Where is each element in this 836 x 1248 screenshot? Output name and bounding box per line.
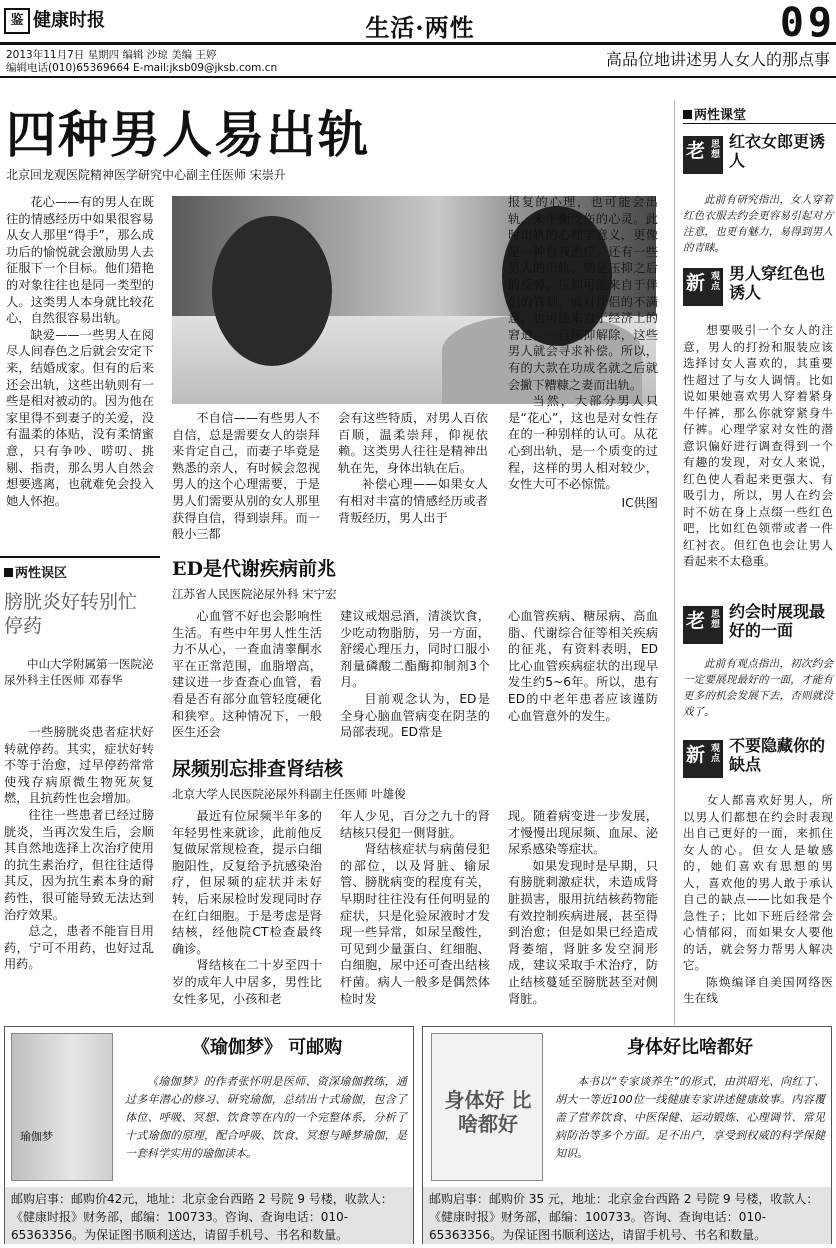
paragraph: 会有这些特质，对男人百依百顺，温柔崇拜，仰视依赖。这类男人往往是精神出轨在先，身体出轨在后。 xyxy=(338,411,488,475)
paragraph: 最近有位尿频半年多的年轻男性来就诊，此前他反复做尿常规检查，提示白细胞阳性，反复给予抗感染治疗，但尿频的症状并未好转，后来尿检时发现同时存在红白细胞。于是考虑是肾结核，经他院CT检查最终确诊。 xyxy=(172,809,322,956)
sidebar-item1-text: 此前有研究指出，女人穿着红色衣服去约会更容易引起对方注意，也更有魅力，易得到男人的青睐。 xyxy=(683,194,833,254)
misconception-byline: 中山大学附属第一医院泌尿外科主任医师 邓春华 xyxy=(4,657,154,687)
ed-story-title: ED是代谢疾病前兆 xyxy=(172,558,336,580)
book1-title: 《瑜伽梦》 可邮购 xyxy=(191,1037,343,1058)
paragraph: 补偿心理——如果女人有相对丰富的情感经历或者背叛经历，男人出于 xyxy=(338,477,488,525)
photo-credit: IC供图 xyxy=(621,495,658,510)
main-story-col4 xyxy=(508,194,658,511)
paragraph: 年人少见，百分之九十的肾结核只侵犯一侧肾脏。 xyxy=(340,809,490,840)
issue-date-editors: 2013年11月7日 星期四 编辑 沙琼 美编 王婷 xyxy=(6,49,217,61)
paragraph: 缺爱——一些男人在阅尽人间春色之后就会安定下来，结婚成家。但有的后来还会出轨，这些出轨则有一些是相对被动的。因为他在家里得不到妻子的关爱，没有温柔的体贴，没有柔情蜜意，只有争吵、唠叨、挑剔、指责，那么男人自然会想要逃离，也就难免会投入她人怀抱。 xyxy=(6,327,154,508)
square-bullet-icon xyxy=(683,110,692,119)
main-headline: 四种男人易出轨 xyxy=(6,105,370,164)
ed-story-col1 xyxy=(172,608,322,741)
editor-contact: 编辑电话(010)65369664 E-mail:jksb09@jksb.com.cn xyxy=(6,62,278,74)
misconception-kicker xyxy=(4,562,160,581)
misconception-title: 膀胱炎好转别忙停药 xyxy=(4,591,138,637)
sidebar-item4-text: 女人都喜欢好男人，所以男人们都想在约会时表现出自己更好的一面，来抓住女人的心。但女人是敏感的，她们喜欢有思想的男人，喜欢他的男人敢于承认自己的缺点——比如我是个急性子；比如下班后经常会心情郁闷，而如果女人要他的话，就会努力帮男人解决它。 陈焕编译自美国网络医生在线 xyxy=(683,793,833,1005)
urine-story-title: 尿频别忘排查肾结核 xyxy=(172,758,344,780)
logo-text: 健康时报 xyxy=(33,10,105,31)
logo-seal-icon: 鉴 xyxy=(4,8,30,34)
paragraph: 不自信——有些男人不自信，总是需要女人的崇拜来肯定自己，而妻子毕竟是熟悉的亲人，有时候会忽视男人的这个心理需要，于是男人们需要从别的女人那里获得自信，得到崇拜。而一般小三都 xyxy=(172,411,320,542)
sidebar-item4-title: 不要隐藏你的缺点 xyxy=(729,736,826,774)
main-story-col2 xyxy=(172,410,320,543)
square-bullet-icon xyxy=(4,568,13,577)
newspaper-logo xyxy=(4,6,154,36)
sidebar-item1-title: 红衣女郎更诱人 xyxy=(729,132,826,170)
sidebar-item3-title: 约会时展现最好的一面 xyxy=(729,602,826,640)
masthead xyxy=(0,0,836,45)
paragraph: 心血管疾病、糖尿病、高血脂、代谢综合征等相关疾病的征兆，有资料表明，ED比心血管疾病症状的出现早发生约5~6年。所以，患有ED的中老年患者应该谨防心血管意外的发生。 xyxy=(508,609,658,723)
book2-order-info: 邮购启事：邮购价 35 元，地址：北京金台西路 2 号院 9 号楼，收款人：《健康时报》财务部，邮编：100733。咨询、查询电话：010-65363356。为保证图书顺利送达，请留手机号、书名和数量。 xyxy=(423,1187,831,1244)
main-byline: 北京回龙观医院精神医学研究中心副主任医师 宋崇升 xyxy=(6,168,286,182)
section-title: 生活·两性 xyxy=(365,13,475,42)
old-view-tag: 老 思想 xyxy=(683,606,723,644)
paragraph: 往往一些患者已经过膀胱炎，当再次发生后，会顺其自然地选择上次治疗使用的抗生素治疗，但往往适得其反，因为抗生素本身的耐药性，很可能导致无法达到治疗效果。 xyxy=(4,807,154,922)
kicker-label: 两性误区 xyxy=(15,566,68,581)
book1-order-info: 邮购启事：邮购价42元，地址：北京金台西路 2 号院 9 号楼，收款人：《健康时报》财务部，邮编：100733。咨询、查询电话：010-65363356。为保证图书顺利送达，请留手机号、书名和数量。 xyxy=(5,1187,413,1244)
new-view-tag: 新 观点 xyxy=(683,268,723,306)
paragraph: 建议戒烟忌酒，清淡饮食，少吃动物脂肪，另一方面，舒缓心理压力，同时口服小剂量磷酸二酯酶抑制剂3个月。 xyxy=(340,609,490,690)
paragraph: 报复的心理，也可能会出轨，来平衡受伤的心灵。此时出轨的心理学意义，更像是一种自我治疗。还有一些男人的出轨，则是压抑之后的反弹。压抑可能来自于伴侣的管制，或对伴侣的不满意，也可能来自于经济上的窘迫。一旦压抑解除，这些男人就会寻求补偿。所以，有的大款在功成名就之后就会撇下糟糠之妻而出轨。 xyxy=(508,195,658,392)
paragraph: 现。随着病变进一步发展，才慢慢出现尿频、血尿、泌尿系感染等症状。 xyxy=(508,809,658,857)
paragraph: 总之，患者不能盲目用药，宁可不用药，也好过乱用药。 xyxy=(4,924,154,972)
paragraph: 心血管不好也会影响性生活。有些中年男人性生活力不从心，一查血清睾酮水平在正常范围，血脂增高，建议进一步查查心血管，看看是否有部分血管轻度硬化和狭窄。这种情况下，一般医生还会 xyxy=(172,609,322,740)
kicker-label: 两性课堂 xyxy=(694,108,747,123)
info-bar xyxy=(0,48,836,78)
book2-cover: 身体好 比啥都好 xyxy=(431,1033,543,1181)
urine-story-col3 xyxy=(508,808,658,1007)
misconception-body xyxy=(4,724,154,973)
misconception-section xyxy=(0,556,160,581)
book2-text: 本书以“专家谈养生”的形式，由洪昭光、向红丁、胡大一等近100位一线健康专家讲述健康故事。内容覆盖了营养饮食、中医保健、运动锻炼、心理调节、常见病防治等多个方面。足不出户，享受到权威的科学保健知识。 xyxy=(555,1075,825,1160)
book2-title: 身体好比啥都好 xyxy=(627,1037,753,1058)
sidebar-item3-text: 此前有观点指出，初次约会一定要展现最好的一面，才能有更多的机会发展下去，否则就没戏了。 xyxy=(683,658,833,718)
ed-story-col2 xyxy=(340,608,490,741)
book1-promo xyxy=(4,1026,414,1244)
urine-story-col1 xyxy=(172,808,322,1007)
paragraph: 花心——有的男人在既往的情感经历中如果很容易从女人那里“得手”，那么成功后的愉悦就会激励男人去征服下一个目标。他们猎艳的对象往往也是同一类型的人。这类男人本身就比较花心，自然很容易出轨。 xyxy=(6,195,154,326)
paragraph: 一些膀胱炎患者症状好转就停药。其实，症状好转不等于治愈，过早停药常常使残存病原微生物死灰复燃，且抗药性也会增加。 xyxy=(4,725,154,806)
new-view-tag: 新 观点 xyxy=(683,740,723,778)
sidebar-item2-text: 想要吸引一个女人的注意，男人的打扮和服装应该选择讨女人喜欢的，其重要性超过了与女人调情。比如说如果她喜欢男人穿着紧身牛仔裤，那么你就穿紧身牛仔裤。心理学家对女性的潜意识偏好进行调查得到一个有趣的发现，对女人来说，红色使人看起来更强大、有吸引力，所以，男人在约会时不妨在身上点缀一些红色吧，比如红色领带或者一件红衬衣。但红色也会让男人看起来不太稳重。 xyxy=(683,323,833,568)
ed-story-byline: 江苏省人民医院泌尿外科 宋宁宏 xyxy=(172,587,337,601)
paragraph: 如果发现时是早期，只有膀胱刺激症状，未造成肾脏损害，服用抗结核药物能有效控制疾病进展，甚至得到治愈；但是如果已经造成肾萎缩，肾脏多发空洞形成，建议采取手术治疗，防止结核蔓延至膀胱甚至对侧肾脏。 xyxy=(508,858,658,1006)
sidebar-credit: 陈焕编译自美国网络医生在线 xyxy=(683,974,833,1005)
old-view-tag: 老 思想 xyxy=(683,136,723,174)
sidebar-item2-title: 男人穿红色也诱人 xyxy=(729,264,826,302)
book1-text: 《瑜伽梦》的作者张怀明是医师、资深瑜伽教练，通过多年潜心的修习、研究瑜伽，总结出十式瑜伽，包含了体位、呼吸、冥想、饮食等在内的一个完整体系，分析了十式瑜伽的原理，配合呼吸、饮食、冥想与睡梦瑜伽，是一套科学实用的瑜伽读本。 xyxy=(125,1075,407,1160)
paragraph: 肾结核症状与病菌侵犯的部位，以及肾脏、输尿管、膀胱病变的程度有关，早期时往往没有任何明显的症状，只是化验尿液时才发现一些异常，如尿呈酸性，可见到少量蛋白、红细胞、白细胞，尿中还可查出结核杆菌。病人一般多是偶然体检时发 xyxy=(340,842,490,1006)
paragraph: 当然，大部分男人只是“花心”，这也是对女性存在的一种别样的认可。从花心到出轨，是一个质变的过程，这样的男人相对较少，女性大可不必惊慌。 xyxy=(508,394,658,492)
tagline: 高品位地讲述男人女人的那点事 xyxy=(605,50,830,69)
paragraph: 肾结核在二十岁至四十岁的成年人中居多，男性比女性多见，小孩和老 xyxy=(172,958,322,1006)
book2-promo xyxy=(422,1026,832,1244)
paragraph: 目前观念认为，ED是全身心脑血管病变在阴茎的局部表现。ED常是 xyxy=(340,691,490,740)
main-story-col3 xyxy=(338,410,488,526)
page-number: 09 xyxy=(779,0,836,46)
book1-cover: 瑜伽梦 xyxy=(11,1033,113,1181)
urine-story-col2 xyxy=(340,808,490,1007)
main-story-col1 xyxy=(6,194,154,509)
sidebar-column xyxy=(674,100,836,1025)
ed-story-col3 xyxy=(508,608,658,724)
urine-story-byline: 北京大学人民医院泌尿外科副主任医师 叶雄俊 xyxy=(172,787,406,801)
sidebar-kicker xyxy=(683,104,836,124)
